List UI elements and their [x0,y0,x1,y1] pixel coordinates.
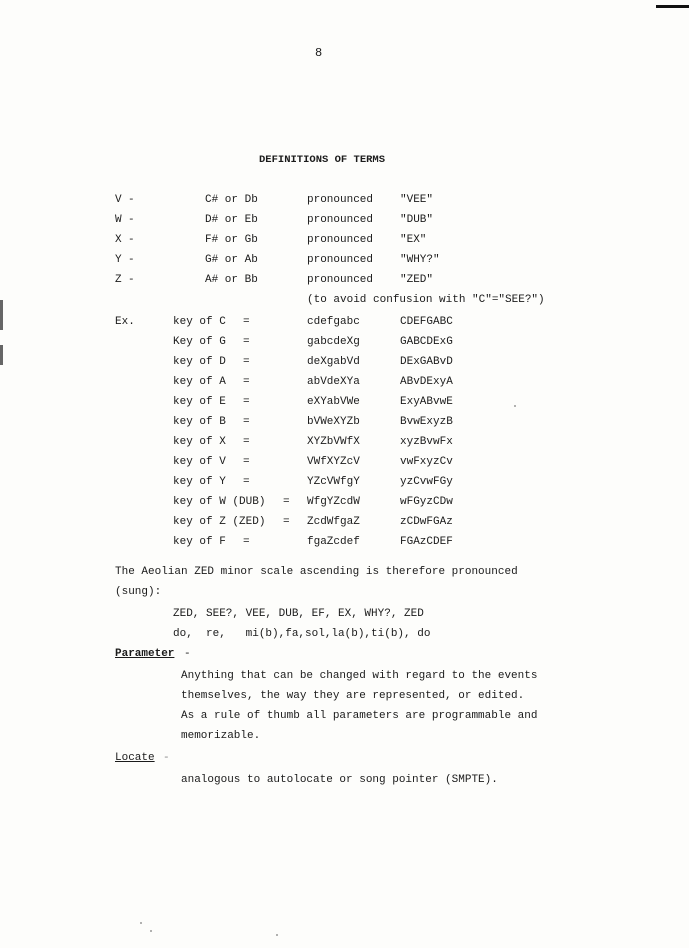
key-uppercase-scale: wFGyzCDw [400,496,453,508]
key-lowercase-scale: eXYabVWe [307,396,360,408]
key-equals: = [283,516,290,528]
def-pronounced-label: pronounced [307,254,374,266]
key-lowercase-scale: ZcdWfgaZ [307,516,360,528]
key-lowercase-scale: abVdeXYa [307,376,360,388]
def-letter: V [115,194,122,206]
scan-speck [140,922,142,924]
def-equivalent: A# or Bb [205,274,258,286]
key-uppercase-scale: xyzBvwFx [400,436,453,448]
term-parameter: Parameter [115,648,175,660]
key-name: key of X [173,436,226,448]
confusion-note: (to avoid confusion with "C"="SEE?") [307,294,545,306]
key-name: key of V [173,456,226,468]
term-locate: Locate [115,752,155,764]
def-dash: - [128,234,135,246]
def-dash: - [128,214,135,226]
key-lowercase-scale: cdefgabc [307,316,360,328]
term-dash: - [163,752,170,764]
key-equals: = [243,396,250,408]
parameter-definition-line: As a rule of thumb all parameters are programmable and [181,710,538,722]
scan-speck [276,934,278,936]
solfege-syllables: do, re, mi(b),fa,sol,la(b),ti(b), do [173,628,431,640]
key-equals: = [243,376,250,388]
key-name: key of C [173,316,226,328]
key-uppercase-scale: GABCDExG [400,336,453,348]
def-pronunciation: "EX" [400,234,427,246]
key-equals: = [243,476,250,488]
scan-edge-mark [0,300,3,330]
examples-label: Ex. [115,316,135,328]
key-uppercase-scale: ABvDExyA [400,376,453,388]
parameter-definition-line: themselves, the way they are represented, or edited. [181,690,525,702]
key-equals: = [243,336,250,348]
def-letter: Z [115,274,122,286]
key-name: key of A [173,376,226,388]
def-pronounced-label: pronounced [307,234,374,246]
def-pronunciation: "DUB" [400,214,434,226]
def-letter: X [115,234,122,246]
key-uppercase-scale: DExGABvD [400,356,453,368]
scan-speck [514,405,516,407]
def-equivalent: F# or Gb [205,234,258,246]
key-uppercase-scale: FGAzCDEF [400,536,453,548]
key-uppercase-scale: yzCvwFGy [400,476,453,488]
key-name: key of W (DUB) [173,496,266,508]
key-lowercase-scale: YZcVWfgY [307,476,360,488]
def-pronounced-label: pronounced [307,274,374,286]
parameter-definition-line: memorizable. [181,730,261,742]
key-equals: = [243,536,250,548]
key-lowercase-scale: bVWeXYZb [307,416,360,428]
parameter-definition-line: Anything that can be changed with regard to the events [181,670,538,682]
def-letter: W [115,214,122,226]
aeolian-sentence-end: (sung): [115,586,162,598]
key-equals: = [243,456,250,468]
key-equals: = [243,416,250,428]
def-pronunciation: "ZED" [400,274,434,286]
key-uppercase-scale: CDEFGABC [400,316,453,328]
scan-corner-mark [656,5,689,8]
def-pronunciation: "VEE" [400,194,434,206]
key-lowercase-scale: gabcdeXg [307,336,360,348]
def-dash: - [128,274,135,286]
def-pronounced-label: pronounced [307,214,374,226]
key-name: key of Z (ZED) [173,516,266,528]
def-pronunciation: "WHY?" [400,254,440,266]
key-lowercase-scale: VWfXYZcV [307,456,360,468]
key-uppercase-scale: BvwExyzB [400,416,453,428]
key-lowercase-scale: XYZbVWfX [307,436,360,448]
key-uppercase-scale: ExyABvwE [400,396,453,408]
key-name: key of E [173,396,226,408]
def-pronounced-label: pronounced [307,194,374,206]
key-name: key of Y [173,476,226,488]
def-dash: - [128,194,135,206]
scan-edge-mark [0,345,3,365]
locate-definition: analogous to autolocate or song pointer (SMPTE). [181,774,498,786]
term-dash: - [184,648,191,660]
key-equals: = [243,356,250,368]
aeolian-sentence: The Aeolian ZED minor scale ascending is therefore pronounced [115,566,518,578]
key-lowercase-scale: WfgYZcdW [307,496,360,508]
def-equivalent: D# or Eb [205,214,258,226]
key-equals: = [283,496,290,508]
def-equivalent: G# or Ab [205,254,258,266]
def-letter: Y [115,254,122,266]
key-name: Key of G [173,336,226,348]
sung-note-names: ZED, SEE?, VEE, DUB, EF, EX, WHY?, ZED [173,608,424,620]
key-uppercase-scale: zCDwFGAz [400,516,453,528]
page-title: DEFINITIONS OF TERMS [259,154,386,166]
def-dash: - [128,254,135,266]
scan-speck [150,930,152,932]
key-lowercase-scale: fgaZcdef [307,536,360,548]
key-uppercase-scale: vwFxyzCv [400,456,453,468]
key-name: key of B [173,416,226,428]
def-equivalent: C# or Db [205,194,258,206]
key-lowercase-scale: deXgabVd [307,356,360,368]
key-name: key of F [173,536,226,548]
key-equals: = [243,316,250,328]
key-name: key of D [173,356,226,368]
key-equals: = [243,436,250,448]
page-number: 8 [315,46,323,60]
